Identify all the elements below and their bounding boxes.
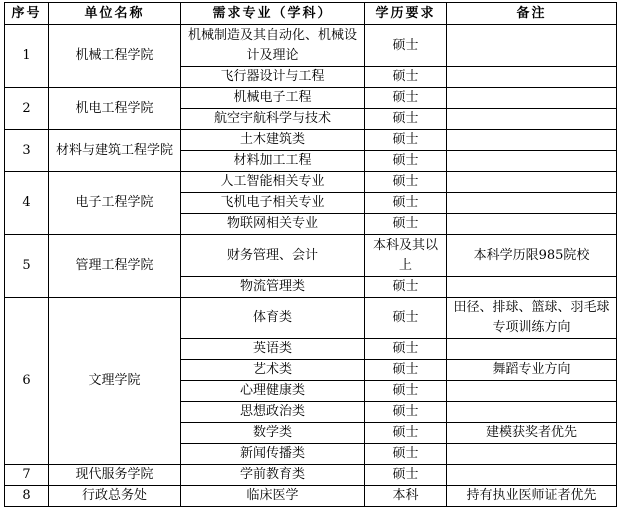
header-note: 备注 bbox=[447, 3, 617, 25]
major-cell: 临床医学 bbox=[181, 486, 365, 507]
note-cell: 本科学历限985院校 bbox=[447, 235, 617, 277]
degree-cell: 硕士 bbox=[365, 214, 447, 235]
note-cell: 田径、排球、篮球、羽毛球专项训练方向 bbox=[447, 298, 617, 339]
header-row bbox=[5, 3, 617, 25]
degree-cell: 硕士 bbox=[365, 381, 447, 402]
note-cell bbox=[447, 465, 617, 486]
note-cell bbox=[447, 277, 617, 298]
row-number: 8 bbox=[5, 486, 49, 507]
note-cell bbox=[447, 67, 617, 88]
row-number: 6 bbox=[5, 298, 49, 465]
major-cell: 土木建筑类 bbox=[181, 130, 365, 151]
degree-cell: 硕士 bbox=[365, 109, 447, 130]
unit-name: 电子工程学院 bbox=[49, 172, 181, 235]
recruitment-table bbox=[4, 2, 617, 507]
major-cell: 英语类 bbox=[181, 339, 365, 360]
row-number: 2 bbox=[5, 88, 49, 130]
degree-cell: 硕士 bbox=[365, 402, 447, 423]
note-cell bbox=[447, 172, 617, 193]
degree-cell: 硕士 bbox=[365, 193, 447, 214]
major-cell: 飞行器设计与工程 bbox=[181, 67, 365, 88]
degree-cell: 硕士 bbox=[365, 277, 447, 298]
row-number: 1 bbox=[5, 25, 49, 88]
degree-cell: 硕士 bbox=[365, 25, 447, 67]
table-row bbox=[5, 88, 617, 109]
note-cell bbox=[447, 339, 617, 360]
major-cell: 体育类 bbox=[181, 298, 365, 339]
row-number: 5 bbox=[5, 235, 49, 298]
degree-cell: 本科 bbox=[365, 486, 447, 507]
degree-cell: 硕士 bbox=[365, 465, 447, 486]
table-row bbox=[5, 130, 617, 151]
major-cell: 机械电子工程 bbox=[181, 88, 365, 109]
degree-cell: 硕士 bbox=[365, 360, 447, 381]
degree-cell: 硕士 bbox=[365, 151, 447, 172]
degree-cell: 硕士 bbox=[365, 88, 447, 109]
major-cell: 人工智能相关专业 bbox=[181, 172, 365, 193]
major-cell: 艺术类 bbox=[181, 360, 365, 381]
header-no: 序号 bbox=[5, 3, 49, 25]
major-cell: 心理健康类 bbox=[181, 381, 365, 402]
unit-name: 行政总务处 bbox=[49, 486, 181, 507]
degree-cell: 硕士 bbox=[365, 67, 447, 88]
table-row bbox=[5, 465, 617, 486]
major-cell: 新闻传播类 bbox=[181, 444, 365, 465]
major-cell: 思想政治类 bbox=[181, 402, 365, 423]
header-major: 需求专业（学科） bbox=[181, 3, 365, 25]
header-degree: 学历要求 bbox=[365, 3, 447, 25]
unit-name: 机电工程学院 bbox=[49, 88, 181, 130]
major-cell: 物联网相关专业 bbox=[181, 214, 365, 235]
row-number: 7 bbox=[5, 465, 49, 486]
major-cell: 财务管理、会计 bbox=[181, 235, 365, 277]
major-cell: 材料加工工程 bbox=[181, 151, 365, 172]
major-cell: 机械制造及其自动化、机械设计及理论 bbox=[181, 25, 365, 67]
note-cell: 建模获奖者优先 bbox=[447, 423, 617, 444]
note-cell bbox=[447, 381, 617, 402]
degree-cell: 本科及其以上 bbox=[365, 235, 447, 277]
unit-name: 文理学院 bbox=[49, 298, 181, 465]
note-cell bbox=[447, 151, 617, 172]
degree-cell: 硕士 bbox=[365, 172, 447, 193]
table-row bbox=[5, 298, 617, 339]
unit-name: 材料与建筑工程学院 bbox=[49, 130, 181, 172]
note-cell: 持有执业医师证者优先 bbox=[447, 486, 617, 507]
unit-name: 管理工程学院 bbox=[49, 235, 181, 298]
table-row bbox=[5, 235, 617, 277]
note-cell bbox=[447, 25, 617, 67]
note-cell bbox=[447, 130, 617, 151]
table-row bbox=[5, 25, 617, 67]
major-cell: 数学类 bbox=[181, 423, 365, 444]
row-number: 4 bbox=[5, 172, 49, 235]
table-row bbox=[5, 172, 617, 193]
note-cell bbox=[447, 88, 617, 109]
degree-cell: 硕士 bbox=[365, 444, 447, 465]
header-unit: 单位名称 bbox=[49, 3, 181, 25]
major-cell: 飞机电子相关专业 bbox=[181, 193, 365, 214]
degree-cell: 硕士 bbox=[365, 423, 447, 444]
note-cell bbox=[447, 109, 617, 130]
major-cell: 物流管理类 bbox=[181, 277, 365, 298]
degree-cell: 硕士 bbox=[365, 130, 447, 151]
major-cell: 航空宇航科学与技术 bbox=[181, 109, 365, 130]
unit-name: 机械工程学院 bbox=[49, 25, 181, 88]
degree-cell: 硕士 bbox=[365, 298, 447, 339]
note-cell bbox=[447, 402, 617, 423]
unit-name: 现代服务学院 bbox=[49, 465, 181, 486]
note-cell: 舞蹈专业方向 bbox=[447, 360, 617, 381]
note-cell bbox=[447, 214, 617, 235]
row-number: 3 bbox=[5, 130, 49, 172]
note-cell bbox=[447, 193, 617, 214]
major-cell: 学前教育类 bbox=[181, 465, 365, 486]
degree-cell: 硕士 bbox=[365, 339, 447, 360]
table-row bbox=[5, 486, 617, 507]
note-cell bbox=[447, 444, 617, 465]
